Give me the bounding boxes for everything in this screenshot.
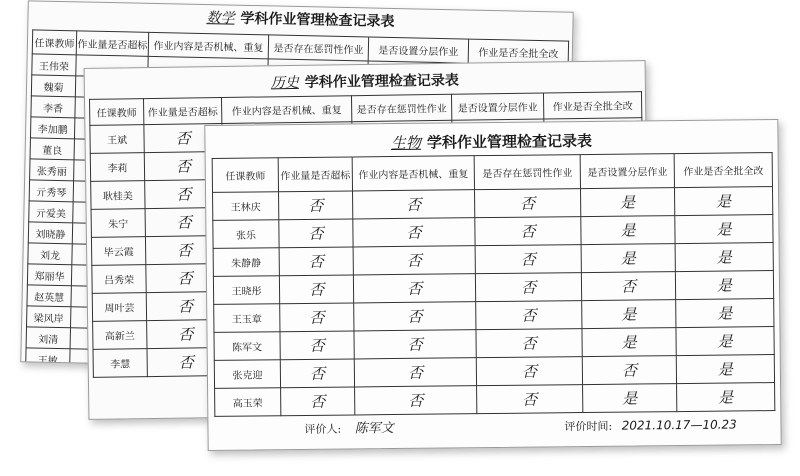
teacher-name: 郑丽华 (27, 264, 71, 286)
answer-cell: 否 (476, 301, 582, 330)
bio-evaluator-label: 评价人: (304, 422, 342, 436)
teacher-name: 李香 (31, 96, 75, 118)
answer-cell: 否 (145, 180, 223, 209)
column-header: 是否存在惩罚性作业 (268, 35, 368, 61)
answer-cell: 否 (145, 208, 223, 237)
answer-cell: 否 (582, 356, 676, 385)
answer-cell: 否 (279, 191, 353, 220)
answer-cell: 否 (355, 386, 477, 415)
column-header: 任课教师 (212, 158, 278, 193)
answer-cell: 是 (583, 384, 677, 413)
answer-cell: 否 (475, 217, 581, 246)
column-header: 作业是否全批全改 (543, 92, 641, 119)
answer-cell: 否 (477, 385, 583, 414)
bio-time-value: 2021.10.17—10.23 (621, 417, 737, 433)
answer-cell: 否 (476, 329, 582, 358)
teacher-name: 朱静静 (213, 248, 279, 277)
answer-cell: 是 (581, 244, 675, 273)
teacher-name: 毕云霞 (91, 237, 145, 266)
answer-cell: 否 (147, 347, 225, 376)
answer-cell: 否 (280, 303, 354, 332)
subject-bio: 生物 (390, 133, 422, 153)
bio-evaluator-signature: 陈军文 (354, 421, 394, 437)
answer-cell: 否 (354, 358, 476, 387)
answer-cell: 否 (353, 246, 475, 275)
title-text: 学科作业管理检查记录表 (304, 72, 459, 91)
teacher-name: 吕秀荣 (92, 265, 146, 294)
teacher-name: 王敏 (26, 348, 70, 370)
teacher-name: 董良 (30, 138, 74, 160)
answer-cell: 是 (675, 243, 773, 272)
subject-math: 数学 (206, 10, 235, 27)
teacher-name: 张秀丽 (30, 159, 74, 181)
answer-cell: 否 (353, 218, 475, 247)
teacher-name: 亓爱美 (29, 201, 73, 223)
answer-cell: 否 (475, 245, 581, 274)
bio-evaluator (304, 417, 393, 437)
teacher-name: 王玉章 (214, 304, 280, 333)
answer-cell: 否 (280, 359, 354, 388)
answer-cell: 否 (279, 247, 353, 276)
teacher-name: 李慧 (93, 349, 147, 378)
answer-cell: 是 (582, 328, 676, 357)
column-header: 作业是否全批全改 (674, 153, 772, 188)
teacher-name: 魏菊 (31, 75, 75, 97)
teacher-name: 周叶芸 (92, 293, 146, 322)
answer-cell: 是 (677, 383, 775, 412)
teacher-name: 高玉荣 (215, 388, 281, 417)
answer-cell: 是 (676, 299, 774, 328)
title-text: 学科作业管理检查记录表 (240, 10, 395, 31)
teacher-name: 亓秀琴 (29, 180, 73, 202)
answer-cell: 是 (675, 271, 773, 300)
answer-cell: 否 (354, 330, 476, 359)
teacher-name: 张乐 (213, 220, 279, 249)
subject-history: 历史 (270, 74, 299, 92)
answer-cell: 是 (674, 187, 772, 216)
answer-cell: 否 (147, 319, 225, 348)
teacher-name: 刘清 (26, 327, 70, 349)
answer-cell: 否 (281, 387, 355, 416)
teacher-name: 李加鹏 (30, 117, 74, 139)
column-header: 是否设置分层作业 (580, 154, 674, 189)
column-header: 作业量是否超标 (76, 31, 148, 57)
column-header: 作业量是否超标 (144, 98, 222, 125)
teacher-name: 王斌 (90, 125, 144, 154)
table-row (215, 383, 775, 417)
sheet-history-title (85, 67, 645, 95)
bio-time (564, 416, 736, 434)
answer-cell: 否 (581, 272, 675, 301)
answer-cell: 否 (476, 357, 582, 386)
answer-cell: 否 (279, 219, 353, 248)
teacher-name: 朱宁 (91, 209, 145, 238)
answer-cell: 否 (354, 302, 476, 331)
answer-cell: 否 (353, 274, 475, 303)
sheet-bio-title (205, 128, 777, 155)
teacher-name: 赵英慧 (27, 285, 71, 307)
answer-cell: 是 (582, 300, 676, 329)
teacher-name: 刘龙 (28, 243, 72, 265)
teacher-name: 刘晓静 (28, 222, 72, 244)
column-header: 作业内容是否机械、重复 (148, 32, 268, 59)
answer-cell: 否 (353, 190, 475, 219)
answer-cell: 是 (675, 215, 773, 244)
teacher-name: 李莉 (90, 153, 144, 182)
teacher-name: 梁风岸 (27, 306, 71, 328)
answer-cell: 否 (279, 275, 353, 304)
column-header: 作业量是否超标 (278, 157, 352, 192)
sheet-bio (204, 119, 781, 451)
teacher-name: 张克迎 (214, 360, 280, 389)
column-header: 作业是否全批全改 (468, 39, 568, 65)
teacher-name: 王林庆 (213, 192, 279, 221)
column-header: 是否存在惩罚性作业 (351, 94, 451, 121)
teacher-name: 王伟荣 (32, 54, 76, 76)
answer-cell: 否 (146, 264, 224, 293)
column-header: 是否设置分层作业 (368, 37, 468, 63)
table-bio (212, 152, 776, 417)
column-header: 任课教师 (32, 30, 76, 55)
teacher-name: 耿桂美 (91, 181, 145, 210)
column-header: 作业内容是否机械、重复 (221, 96, 351, 124)
answer-cell: 否 (144, 152, 222, 181)
bio-time-label: 评价时间: (564, 419, 613, 434)
column-header: 是否存在惩罚性作业 (474, 155, 580, 190)
answer-cell: 否 (145, 236, 223, 265)
answer-cell: 否 (280, 331, 354, 360)
answer-cell: 否 (146, 291, 224, 320)
column-header: 任课教师 (90, 99, 144, 126)
sheet-math-title (28, 3, 572, 34)
answer-cell: 是 (676, 355, 774, 384)
title-text: 学科作业管理检查记录表 (426, 131, 593, 152)
teacher-name: 高新兰 (93, 321, 147, 350)
answer-cell: 否 (475, 273, 581, 302)
teacher-name: 王晓彤 (213, 276, 279, 305)
column-header: 作业内容是否机械、重复 (352, 156, 474, 191)
teacher-name: 陈军文 (214, 332, 280, 361)
answer-cell: 否 (144, 124, 222, 153)
column-header: 是否设置分层作业 (451, 93, 543, 120)
answer-cell: 否 (475, 189, 581, 218)
answer-cell: 是 (581, 216, 675, 245)
answer-cell: 是 (676, 327, 774, 356)
answer-cell: 是 (580, 188, 674, 217)
